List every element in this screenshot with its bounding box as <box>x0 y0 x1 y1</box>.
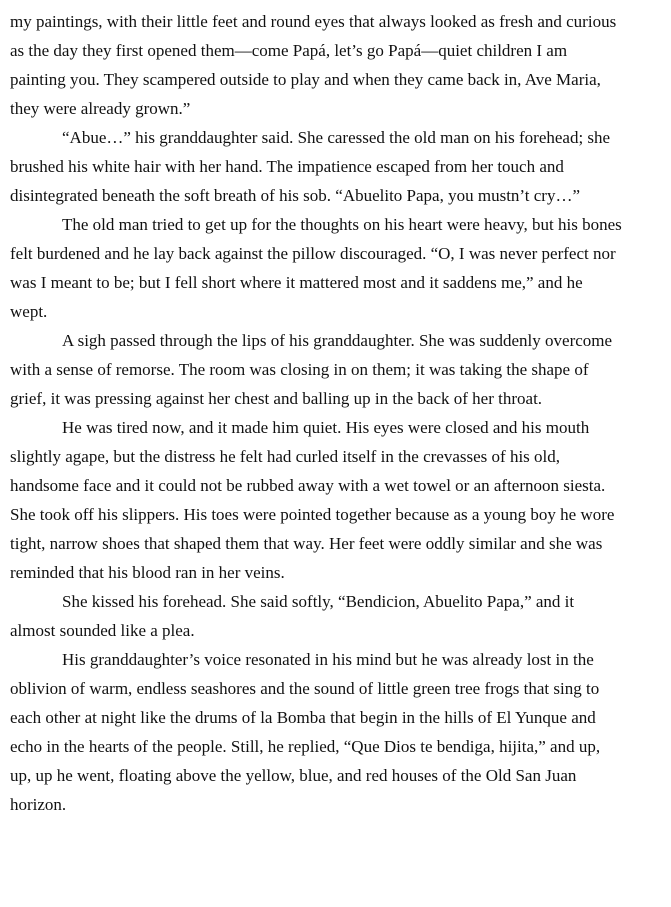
text-line: felt burdened and he lay back against the pillow discouraged. “O, I was never perfect nor <box>10 244 616 263</box>
text-line: A sigh passed through the lips of his granddaughter. She was suddenly overcome <box>62 331 613 350</box>
text-line: grief, it was pressing against her chest and balling up in the back of her throat. <box>10 389 543 408</box>
text-line: up, up he went, floating above the yellow, blue, and red houses of the Old San Juan <box>10 766 577 785</box>
text-line: almost sounded like a plea. <box>10 621 195 640</box>
text-line: oblivion of warm, endless seashores and the sound of little green tree frogs that sing to <box>10 679 600 698</box>
text-line: slightly agape, but the distress he felt had curled itself in the crevasses of his old, <box>10 447 561 466</box>
text-line: echo in the hearts of the people. Still, he replied, “Que Dios te bendiga, hijita,” and up, <box>10 737 601 756</box>
text-line: handsome face and it could not be rubbed away with a wet towel or an afternoon siesta. <box>10 476 606 495</box>
paragraph <box>10 645 665 819</box>
text-line: reminded that his blood ran in her veins. <box>10 563 285 582</box>
text-line: painting you. They scampered outside to play and when they came back in, Ave Maria, <box>10 70 601 89</box>
text-line: they were already grown.” <box>10 99 191 118</box>
paragraph <box>10 326 665 413</box>
text-line: was I meant to be; but I fell short where it mattered most and it saddens me,” and he <box>10 273 583 292</box>
paragraph <box>10 587 665 645</box>
text-line: my paintings, with their little feet and round eyes that always looked as fresh and curious <box>10 12 617 31</box>
text-line: tight, narrow shoes that shaped them that way. Her feet were oddly similar and she was <box>10 534 603 553</box>
text-line: She took off his slippers. His toes were pointed together because as a young boy he wore <box>10 505 615 524</box>
paragraph <box>10 210 665 326</box>
text-line: brushed his white hair with her hand. The impatience escaped from her touch and <box>10 157 564 176</box>
text-line: with a sense of remorse. The room was closing in on them; it was taking the shape of <box>10 360 589 379</box>
text-line: horizon. <box>10 795 67 814</box>
paragraph <box>10 7 665 123</box>
text-line: She kissed his forehead. She said softly, “Bendicion, Abuelito Papa,” and it <box>62 592 575 611</box>
text-line: each other at night like the drums of la Bomba that begin in the hills of El Yunque and <box>10 708 596 727</box>
text-line: His granddaughter’s voice resonated in his mind but he was already lost in the <box>62 650 594 669</box>
text-line: disintegrated beneath the soft breath of his sob. “Abuelito Papa, you mustn’t cry…” <box>10 186 580 205</box>
paragraph <box>10 413 665 587</box>
text-line: He was tired now, and it made him quiet. His eyes were closed and his mouth <box>62 418 590 437</box>
text-line: The old man tried to get up for the thoughts on his heart were heavy, but his bones <box>62 215 622 234</box>
paragraph <box>10 123 665 210</box>
text-line: wept. <box>10 302 48 321</box>
text-line: as the day they first opened them—come Papá, let’s go Papá—quiet children I am <box>10 41 568 60</box>
text-line: “Abue…” his granddaughter said. She caressed the old man on his forehead; she <box>62 128 611 147</box>
